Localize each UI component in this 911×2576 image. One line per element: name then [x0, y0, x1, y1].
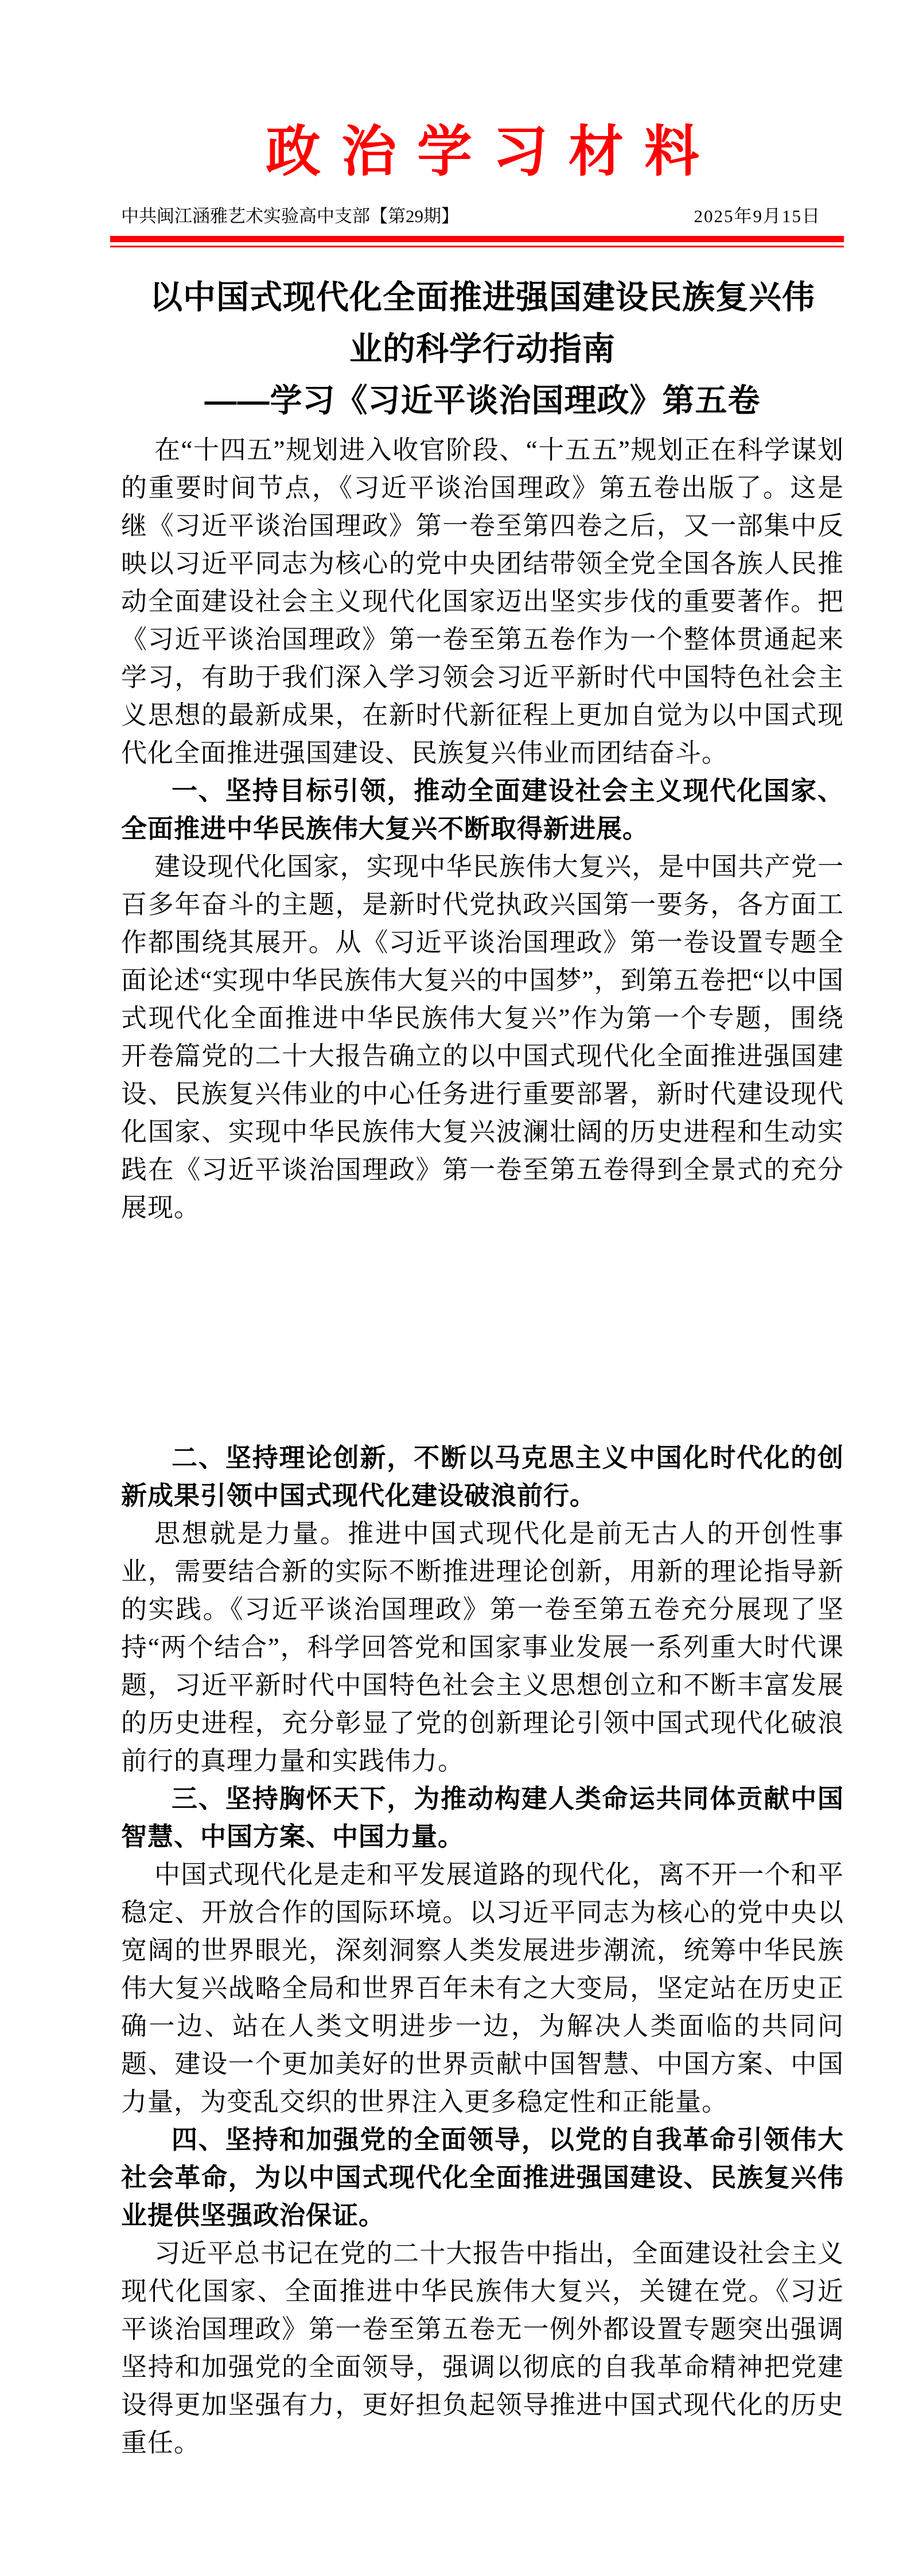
- body-paragraph: 中国式现代化是走和平发展道路的现代化，离不开一个和平稳定、开放合作的国际环境。以习近平同志为核心的党中央以宽阔的世界眼光，深刻洞察人类发展进步潮流，统筹中华民族伟大复兴战略全局和世界百年未有之大变局，坚定站在历史正确一边、站在人类文明进步一边，为解决人类面临的共同问题、建设一个更加美好的世界贡献中国智慧、中国方案、中国力量，为变乱交织的世界注入更多稳定性和正能量。: [121, 1860, 844, 2116]
- article-title-line2: 业的科学行动指南: [349, 331, 616, 367]
- body-paragraph: 思想就是力量。推进中国式现代化是前无古人的开创性事业，需要结合新的实际不断推进理论创新，用新的理论指导新的实践。《习近平谈治国理政》第一卷至第五卷充分展现了坚持“两个结合”，科学回答党和国家事业发展一系列重大时代课题，习近平新时代中国特色社会主义思想创立和不断丰富发展的历史进程，充分彰显了党的创新理论引领中国式现代化破浪前行的真理力量和实践伟力。: [121, 1519, 844, 1775]
- issue-row: [121, 205, 844, 228]
- article-subtitle: ——学习《习近平谈治国理政》第五卷: [204, 382, 761, 418]
- section-heading: 二、坚持理论创新，不断以马克思主义中国化时代化的创新成果引领中国式现代化建设破浪前行。: [121, 1443, 844, 1510]
- masthead-rule-thick: [110, 236, 844, 242]
- masthead-rule: [110, 236, 844, 247]
- article-title-line1: 以中国式现代化全面推进强国建设民族复兴伟: [150, 279, 815, 316]
- article-body: [121, 431, 844, 2462]
- page-break-spacer: [121, 1227, 844, 1439]
- issuer-label: 中共闽江涵雅艺术实验高中支部【第29期】: [121, 206, 459, 226]
- masthead-rule-thin: [110, 246, 844, 247]
- body-paragraph: 建设现代化国家，实现中华民族伟大复兴，是中国共产党一百多年奋斗的主题，是新时代党执政兴国第一要务，各方面工作都围绕其展开。从《习近平谈治国理政》第一卷设置专题全面论述“实现中华民族伟大复兴的中国梦”，到第五卷把“以中国式现代化全面推进中华民族伟大复兴”作为第一个专题，围绕开卷篇党的二十大报告确立的以中国式现代化全面推进强国建设、民族复兴伟业的中心任务进行重要部署，新时代建设现代化国家、实现中华民族伟大复兴波澜壮阔的历史进程和生动实践在《习近平谈治国理政》第一卷至第五卷得到全景式的充分展现。: [121, 852, 844, 1222]
- section-heading: 四、坚持和加强党的全面领导，以党的自我革命引领伟大社会革命，为以中国式现代化全面推进强国建设、民族复兴伟业提供坚强政治保证。: [121, 2125, 844, 2230]
- issue-date: 2025年9月15日: [694, 206, 821, 226]
- article-title: [121, 271, 844, 375]
- section-heading: 三、坚持胸怀天下，为推动构建人类命运共同体贡献中国智慧、中国方案、中国力量。: [121, 1784, 844, 1851]
- body-paragraph: 在“十四五”规划进入收官阶段、“十五五”规划正在科学谋划的重要时间节点，《习近平谈治国理政》第五卷出版了。这是继《习近平谈治国理政》第一卷至第四卷之后，又一部集中反映以习近平同志为核心的党中央团结带领全党全国各族人民推动全面建设社会主义现代化国家迈出坚实步伐的重要著作。把《习近平谈治国理政》第一卷至第五卷作为一个整体贯通起来学习，有助于我们深入学习领会习近平新时代中国特色社会主义思想的最新成果，在新时代新征程上更加自觉为以中国式现代化全面推进强国建设、民族复兴伟业而团结奋斗。: [121, 436, 844, 767]
- masthead-title: 政治学习材料: [266, 121, 720, 183]
- body-paragraph: 习近平总书记在党的二十大报告中指出，全面建设社会主义现代化国家、全面推进中华民族伟大复兴，关键在党。《习近平谈治国理政》第一卷至第五卷无一例外都设置专题突出强调坚持和加强党的全面领导，强调以彻底的自我革命精神把党建设得更加坚强有力，更好担负起领导推进中国式现代化的历史重任。: [121, 2239, 844, 2457]
- section-heading: 一、坚持目标引领，推动全面建设社会主义现代化国家、全面推进中华民族伟大复兴不断取得新进展。: [121, 776, 844, 843]
